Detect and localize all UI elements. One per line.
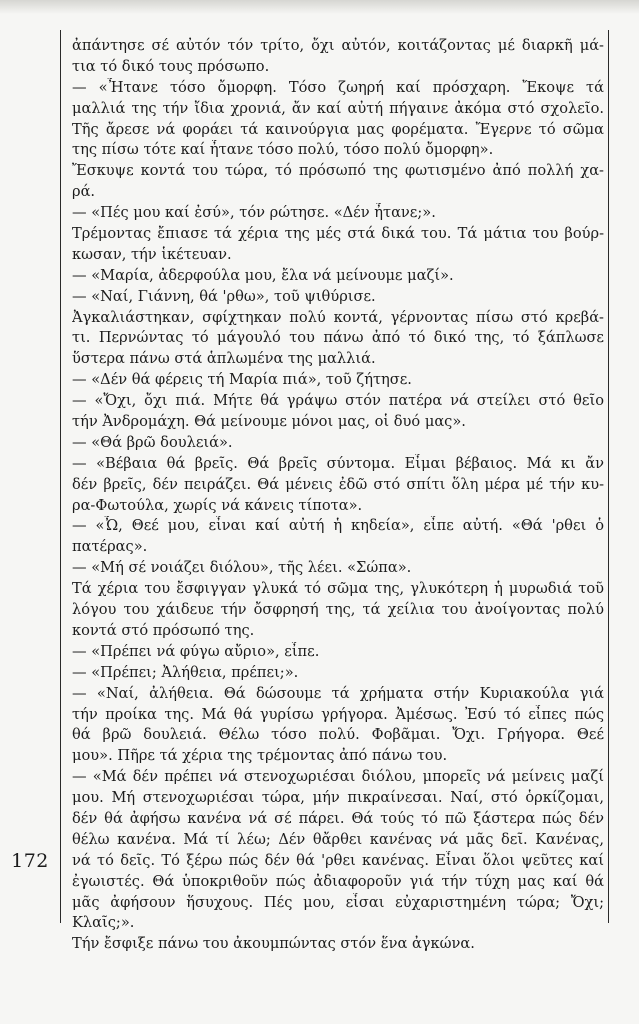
- text-line: — «Ἦτανε τόσο ὄμορφη. Τόσο ζωηρή καί πρόσχαρη. Ἔκοψε τά: [72, 78, 604, 96]
- text-line: — «Πές μου καί ἐσύ», τόν ρώτησε. «Δέν ἦτανε;».: [72, 204, 436, 222]
- text-line: της πίσω τότε καί ἦτανε τόσο πολύ, τόσο πολύ ὄμορφη».: [72, 141, 494, 159]
- text-line: — «Θά βρῶ δουλειά».: [72, 433, 233, 451]
- text-line: ἐγωιστές. Θά ὑποκριθοῦν πώς ἀδιαφοροῦν γιά τήν τύχη μας καί θά: [72, 872, 604, 890]
- text-line: — «Πρέπει νά φύγω αὔριο», εἶπε.: [72, 642, 320, 660]
- scan-top-shadow: [0, 0, 639, 14]
- text-line: — «Πρέπει; Ἀλήθεια, πρέπει;».: [72, 663, 299, 681]
- text-line: θά βρῶ δουλειά. Θέλω τόσο πολύ. Φοβᾶμαι. Ὄχι. Γρήγορα. Θεέ: [72, 726, 604, 744]
- text-line: μου». Πῆρε τά χέρια της τρέμοντας ἀπό πάνω του.: [72, 747, 448, 765]
- text-line: νά τό δεῖς. Τό ξέρω πώς δέν θά 'ρθει κανένας. Εἶναι ὅλοι ψεῦτες καί: [72, 851, 604, 869]
- text-line: μᾶς ἀφήσουν ἥσυχους. Πές μου, εἶσαι εὐχαριστημένη τώρα; Ὄχι;: [72, 893, 604, 911]
- text-line: ρά.: [72, 183, 96, 201]
- text-line: Ἔσκυψε κοντά του τώρα, τό πρόσωπό της φωτισμένο ἀπό πολλή χα-: [72, 162, 604, 180]
- text-line: τήν προίκα της. Μά θά γυρίσω γρήγορα. Ἀμέσως. Ἐσύ τό εἶπες πώς: [72, 705, 604, 723]
- text-line: κωσαν, τήν ἱκέτευαν.: [72, 245, 232, 263]
- text-line: Τρέμοντας ἔπιασε τά χέρια της μές στά δικά του. Τά μάτια του βούρ-: [72, 225, 604, 243]
- text-line: — «Μή σέ νοιάζει διόλου», τῆς λέει. «Σώπα».: [72, 559, 412, 577]
- text-line: Ἀγκαλιάστηκαν, σφίχτηκαν πολύ κοντά, γέρνοντας πίσω στό κρεβά-: [72, 308, 604, 326]
- text-line: Τήν ἔσφιξε πάνω του ἀκουμπώντας στόν ἕνα ἀγκώνα.: [72, 935, 475, 953]
- text-line: ὕστερα πάνω στά ἁπλωμένα της μαλλιά.: [72, 350, 376, 368]
- text-line: λόγου του χάιδευε τήν ὄσφρησή της, τά χείλια του ἀνοίγοντας πολύ: [72, 601, 604, 619]
- text-line: — «Ὄχι, ὄχι πιά. Μήτε θά γράψω στόν πατέρα νά στείλει στό θεῖο: [72, 392, 604, 410]
- right-margin-rule: [608, 30, 609, 923]
- text-line: — «Μά δέν πρέπει νά στενοχωριέσαι διόλου, μπορεῖς νά μείνεις μαζί: [72, 768, 604, 786]
- text-line: ἀπάντησε σέ αὐτόν τόν τρίτο, ὄχι αὐτόν, κοιτάζοντας μέ διαρκῆ μά-: [72, 37, 604, 54]
- text-line: μου. Μή στενοχωριέσαι τώρα, μήν πικραίνεσαι. Ναί, στό ὁρκίζομαι,: [72, 789, 604, 807]
- text-line: πατέρας».: [72, 538, 148, 556]
- text-line: — «Μαρία, ἀδερφούλα μου, ἔλα νά μείνουμε μαζί».: [72, 266, 454, 284]
- left-margin-rule: [60, 30, 61, 923]
- text-line: τι. Περνώντας τό μάγουλό του πάνω ἀπό τό δικό της, τό ξάπλωσε: [72, 329, 604, 347]
- text-line: — «Δέν θά φέρεις τή Μαρία πιά», τοῦ ζήτησε.: [72, 371, 412, 389]
- text-line: θέλω κανένα. Μά τί λέω; Δέν θἄρθει κανένας νά μᾶς δεῖ. Κανένας,: [72, 830, 604, 848]
- text-line: ρα-Φωτούλα, χωρίς νά κάνεις τίποτα».: [72, 496, 363, 514]
- text-line: κοντά στό πρόσωπό της.: [72, 621, 255, 639]
- text-line: Κλαῖς;».: [72, 914, 135, 932]
- text-line: — «Ναί, ἀλήθεια. Θά δώσουμε τά χρήματα στήν Κυριακούλα γιά: [72, 684, 604, 702]
- text-line: Τῆς ἄρεσε νά φοράει τά καινούργια μας φορέματα. Ἔγερνε τό σῶμα: [72, 120, 604, 138]
- text-line: — «Ναί, Γιάννη, θά 'ρθω», τοῦ ψιθύρισε.: [72, 287, 376, 305]
- text-line: — «Ὦ, Θεέ μου, εἶναι καί αὐτή ἡ κηδεία», εἶπε αὐτή. «Θά 'ρθει ὁ: [72, 517, 604, 535]
- text-line: δέν θά ἀφήσω κανένα νά σέ πάρει. Θά τούς τό πῶ ξάστερα πώς δέν: [72, 809, 604, 827]
- text-line: τήν Ἀνδρομάχη. Θά μείνουμε μόνοι μας, οἱ δυό μας».: [72, 413, 466, 431]
- page-number: 172: [11, 850, 49, 872]
- text-line: Τά χέρια του ἔσφιγγαν γλυκά τό σῶμα της, γλυκότερη ἡ μυρωδιά τοῦ: [72, 580, 604, 598]
- text-line: μαλλιά της τήν ἴδια χρονιά, ἄν καί αὐτή πήγαινε ἀκόμα στό σχολεῖο.: [72, 99, 604, 117]
- page-text: [72, 36, 604, 955]
- text-line: — «Βέβαια θά βρεῖς. Θά βρεῖς σύντομα. Εἶμαι βέβαιος. Μά κι ἄν: [72, 454, 604, 472]
- text-line: τια τό δικό τους πρόσωπο.: [72, 57, 270, 75]
- text-line: δέν βρεῖς, δέν πειράζει. Θά μένεις ἐδῶ στό σπίτι ὅλη μέρα μέ τήν κυ-: [72, 475, 604, 493]
